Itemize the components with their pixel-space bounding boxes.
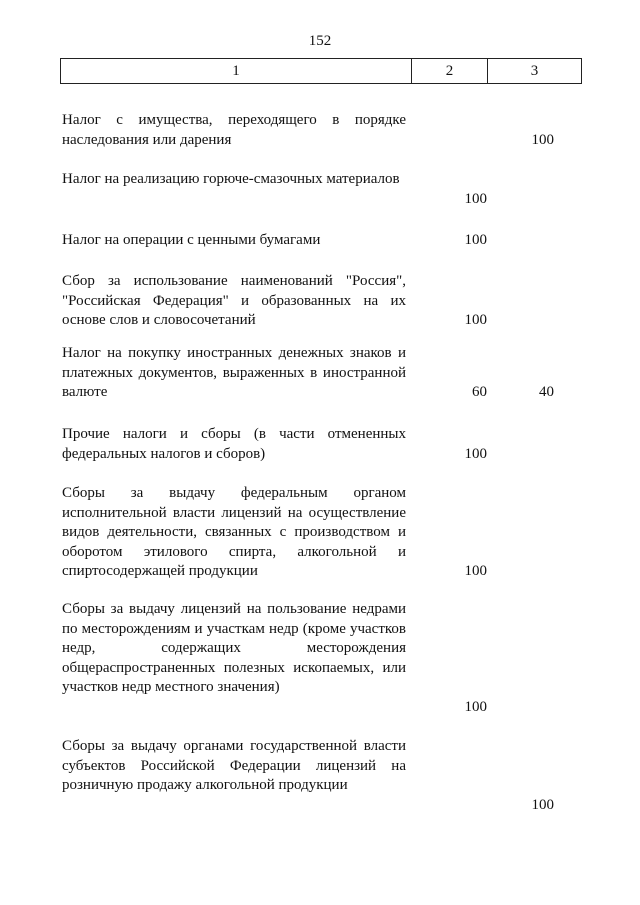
value-col2: 100 <box>464 563 487 579</box>
tax-name: Налог с имущества, переходящего в порядке наследования или дарения <box>62 112 406 148</box>
tax-name: Налог на реализацию горюче-смазочных материалов <box>62 171 400 187</box>
tax-name: Сборы за выдачу органами государственной власти субъектов Российской Федерации лицензий на розничную продажу алкогольной продукции <box>62 738 406 793</box>
table-row <box>62 111 582 148</box>
value-col3: 100 <box>531 796 554 813</box>
table-row <box>62 737 582 813</box>
value-col3: 40 <box>539 384 554 400</box>
table-row <box>62 425 582 462</box>
column-header-3: 3 <box>530 63 539 79</box>
value-col2: 60 <box>472 384 487 400</box>
tax-name: Сбор за использование наименований "Россия", "Российская Федерация" и образованных на их основе слов и словосочетаний <box>62 273 406 328</box>
tax-name: Сборы за выдачу лицензий на пользование недрами по месторождениям и участкам недр (кроме участков недр, содержащих месторождения общераспространенных полезных ископаемых, или участков недр местного значения) <box>62 601 406 695</box>
value-col2: 100 <box>464 190 487 207</box>
value-col3: 100 <box>531 131 554 148</box>
tax-name: Налог на операции с ценными бумагами <box>62 232 321 248</box>
tax-name: Прочие налоги и сборы (в части отмененных федеральных налогов и сборов) <box>62 426 406 462</box>
tax-name: Сборы за выдачу федеральным органом исполнительной власти лицензий на осуществление видов деятельности, связанных с производством и оборотом этилового спирта, алкогольной и спиртосодержащей продукции <box>62 485 406 579</box>
column-header-1: 1 <box>61 59 412 83</box>
tax-name: Налог на покупку иностранных денежных знаков и платежных документов, выраженных в иностранной валюте <box>62 345 406 400</box>
table-row <box>62 484 582 579</box>
page-number: 152 <box>308 33 332 49</box>
value-col2: 100 <box>464 312 487 328</box>
value-col2: 100 <box>464 445 487 462</box>
table-row <box>62 272 582 328</box>
value-col2: 100 <box>464 698 487 715</box>
table-row <box>62 600 582 715</box>
column-header-2: 2 <box>412 59 488 83</box>
table-row <box>62 170 582 207</box>
table-row <box>62 231 582 248</box>
column-header-row <box>60 58 582 84</box>
value-col2: 100 <box>464 232 487 248</box>
table-row <box>62 344 582 400</box>
